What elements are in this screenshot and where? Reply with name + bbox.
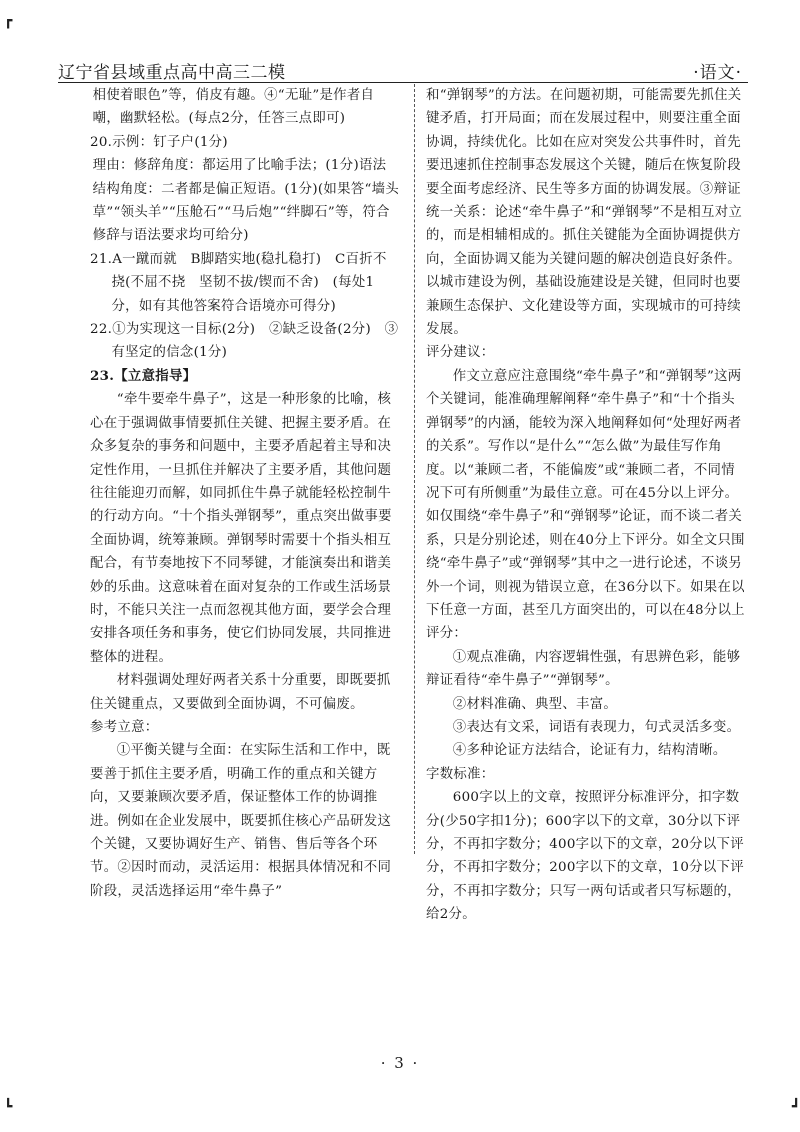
paragraph: ①平衡关键与全面：在实际生活和工作中，既要善于抓住主要矛盾，明确工作的重点和关键方向，又要兼顾次要矛盾，保证整体工作的协调推进。例如在企业发展中，既要抓住核心产品研发这个关键，又要协调好生产、销售、售后等各个环节。②因时而动，灵活运用：根据具体情况和不同阶段，灵活选择运用“牵牛鼻子” (90, 743, 392, 899)
paragraph: ③表达有文采，词语有表现力，句式灵活多变。 (452, 719, 741, 735)
crop-mark-top-left: ┏ (4, 13, 13, 29)
paragraph: 23.【立意指导】 (90, 367, 197, 384)
right-column (426, 84, 746, 927)
crop-mark-bottom-right: ┛ (792, 1099, 800, 1115)
paragraph: 22.①为实现这一目标(2分) ②缺乏设备(2分) ③有坚定的信念(1分) (90, 322, 399, 361)
paragraph: 字数标准： (426, 766, 495, 782)
left-column (90, 84, 400, 903)
page-header (58, 56, 748, 83)
paragraph: “牵牛要牵牛鼻子”，这是一种形象的比喻，核心在于强调做事情要抓住关键、把握主要矛盾。在众多复杂的事务和问题中，主要矛盾起着主导和决定性作用，一旦抓住并解决了主要矛盾，其他问题往往能迎刃而解，如同抓住牛鼻子就能轻松控制牛的行动方向。“十个指头弹钢琴”，重点突出做事要全面协调，统筹兼顾。弹钢琴时需要十个指头相互配合，有节奏地按下不同琴键，才能演奏出和谐美妙的乐曲。这意味着在面对复杂的工作或生活场景时，不能只关注一点而忽视其他方面，要学会合理安排各项任务和事务，使它们协同发展，共同推进整体的进程。 (90, 392, 392, 665)
paragraph: 评分建议： (426, 345, 495, 361)
paragraph: 材料强调处理好两者关系十分重要，即既要抓住关键重点，又要做到全面协调，不可偏废。 (90, 673, 391, 712)
paragraph: 20.示例：钉子户(1分) (90, 134, 228, 150)
paragraph: ④多种论证方法结合，论证有力，结构清晰。 (452, 743, 727, 759)
page-number: · 3 · (380, 1054, 420, 1072)
paragraph: 21.A一蹴而就 B脚踏实地(稳扎稳打) C百折不挠(不屈不挠 坚韧不拔/锲而不舍) (每处1分，如有其他答案符合语境亦可得分) (90, 251, 387, 314)
paragraph: 相使着眼色”等，俏皮有趣。④“无耻”是作者自嘲，幽默轻松。(每点2分，任答三点即可) (92, 88, 375, 127)
paragraph: 理由：修辞角度：都运用了比喻手法；(1分)语法结构角度：二者都是偏正短语。(1分)(如果答“墙头草”“领头羊”“压舱石”“马后炮”“绊脚石”等，符合修辞与语法要求均可给分) (92, 158, 400, 244)
column-divider (414, 84, 415, 854)
paragraph: ①观点准确，内容逻辑性强，有思辨色彩，能够辩证看待“牵牛鼻子”“弹钢琴”。 (426, 649, 741, 689)
subject-label: ·语文· (693, 63, 742, 83)
paragraph: ②材料准确、典型、丰富。 (452, 696, 618, 712)
paragraph: 参考立意： (90, 719, 159, 735)
paragraph: 作文立意应注意围绕“牵牛鼻子”和“弹钢琴”这两个关键词，能准确理解阐释“牵牛鼻子”和“十个指头弹钢琴”的内涵，能较为深入地阐释如何“处理好两者的关系”。写作以“是什么”“怎么做”为最佳写作角度。以“兼顾二者，不能偏废”或“兼顾二者，不同情况下可有所侧重”为最佳立意。可在45分以上评分。如仅围绕“牵牛鼻子”和“弹钢琴”论证，而不谈二者关系，只是分别论述，则在40分上下评分。如全文只围绕“牵牛鼻子”或“弹钢琴”其中之一进行论述，不谈另外一个词，则视为错误立意，在36分以下。如果在以下任意一方面，甚至几方面突出的，可以在48分以上评分： (426, 368, 745, 642)
paragraph: 和“弹钢琴”的方法。在问题初期，可能需要先抓住关键矛盾，打开局面；而在发展过程中，则要注重全面协调，持续优化。比如在应对突发公共事件时，首先要迅速抓住控制事态发展这个关键，随后在恢复阶段要全面考虑经济、民生等多方面的协调发展。③辩证统一关系：论述“牵牛鼻子”和“弹钢琴”不是相互对立的，而是相辅相成的。抓住关键能为全面协调提供方向，全面协调又能为关键问题的解决创造良好条件。以城市建设为例，基础设施建设是关键，但同时也要兼顾生态保护、文化建设等方面，实现城市的可持续发展。 (426, 88, 743, 338)
exam-title: 辽宁省县域重点高中高三二模 (58, 63, 286, 83)
paragraph: 600字以上的文章，按照评分标准评分，扣字数分(少50字扣1分)；600字以下的文章，30分以下评分，不再扣字数分；400字以下的文章，20分以下评分，不再扣字数分；200字以下的文章，10分以下评分，不再扣字数分；只写一两句话或者只写标题的，给2分。 (426, 790, 744, 923)
crop-mark-bottom-left: ┗ (4, 1099, 13, 1115)
